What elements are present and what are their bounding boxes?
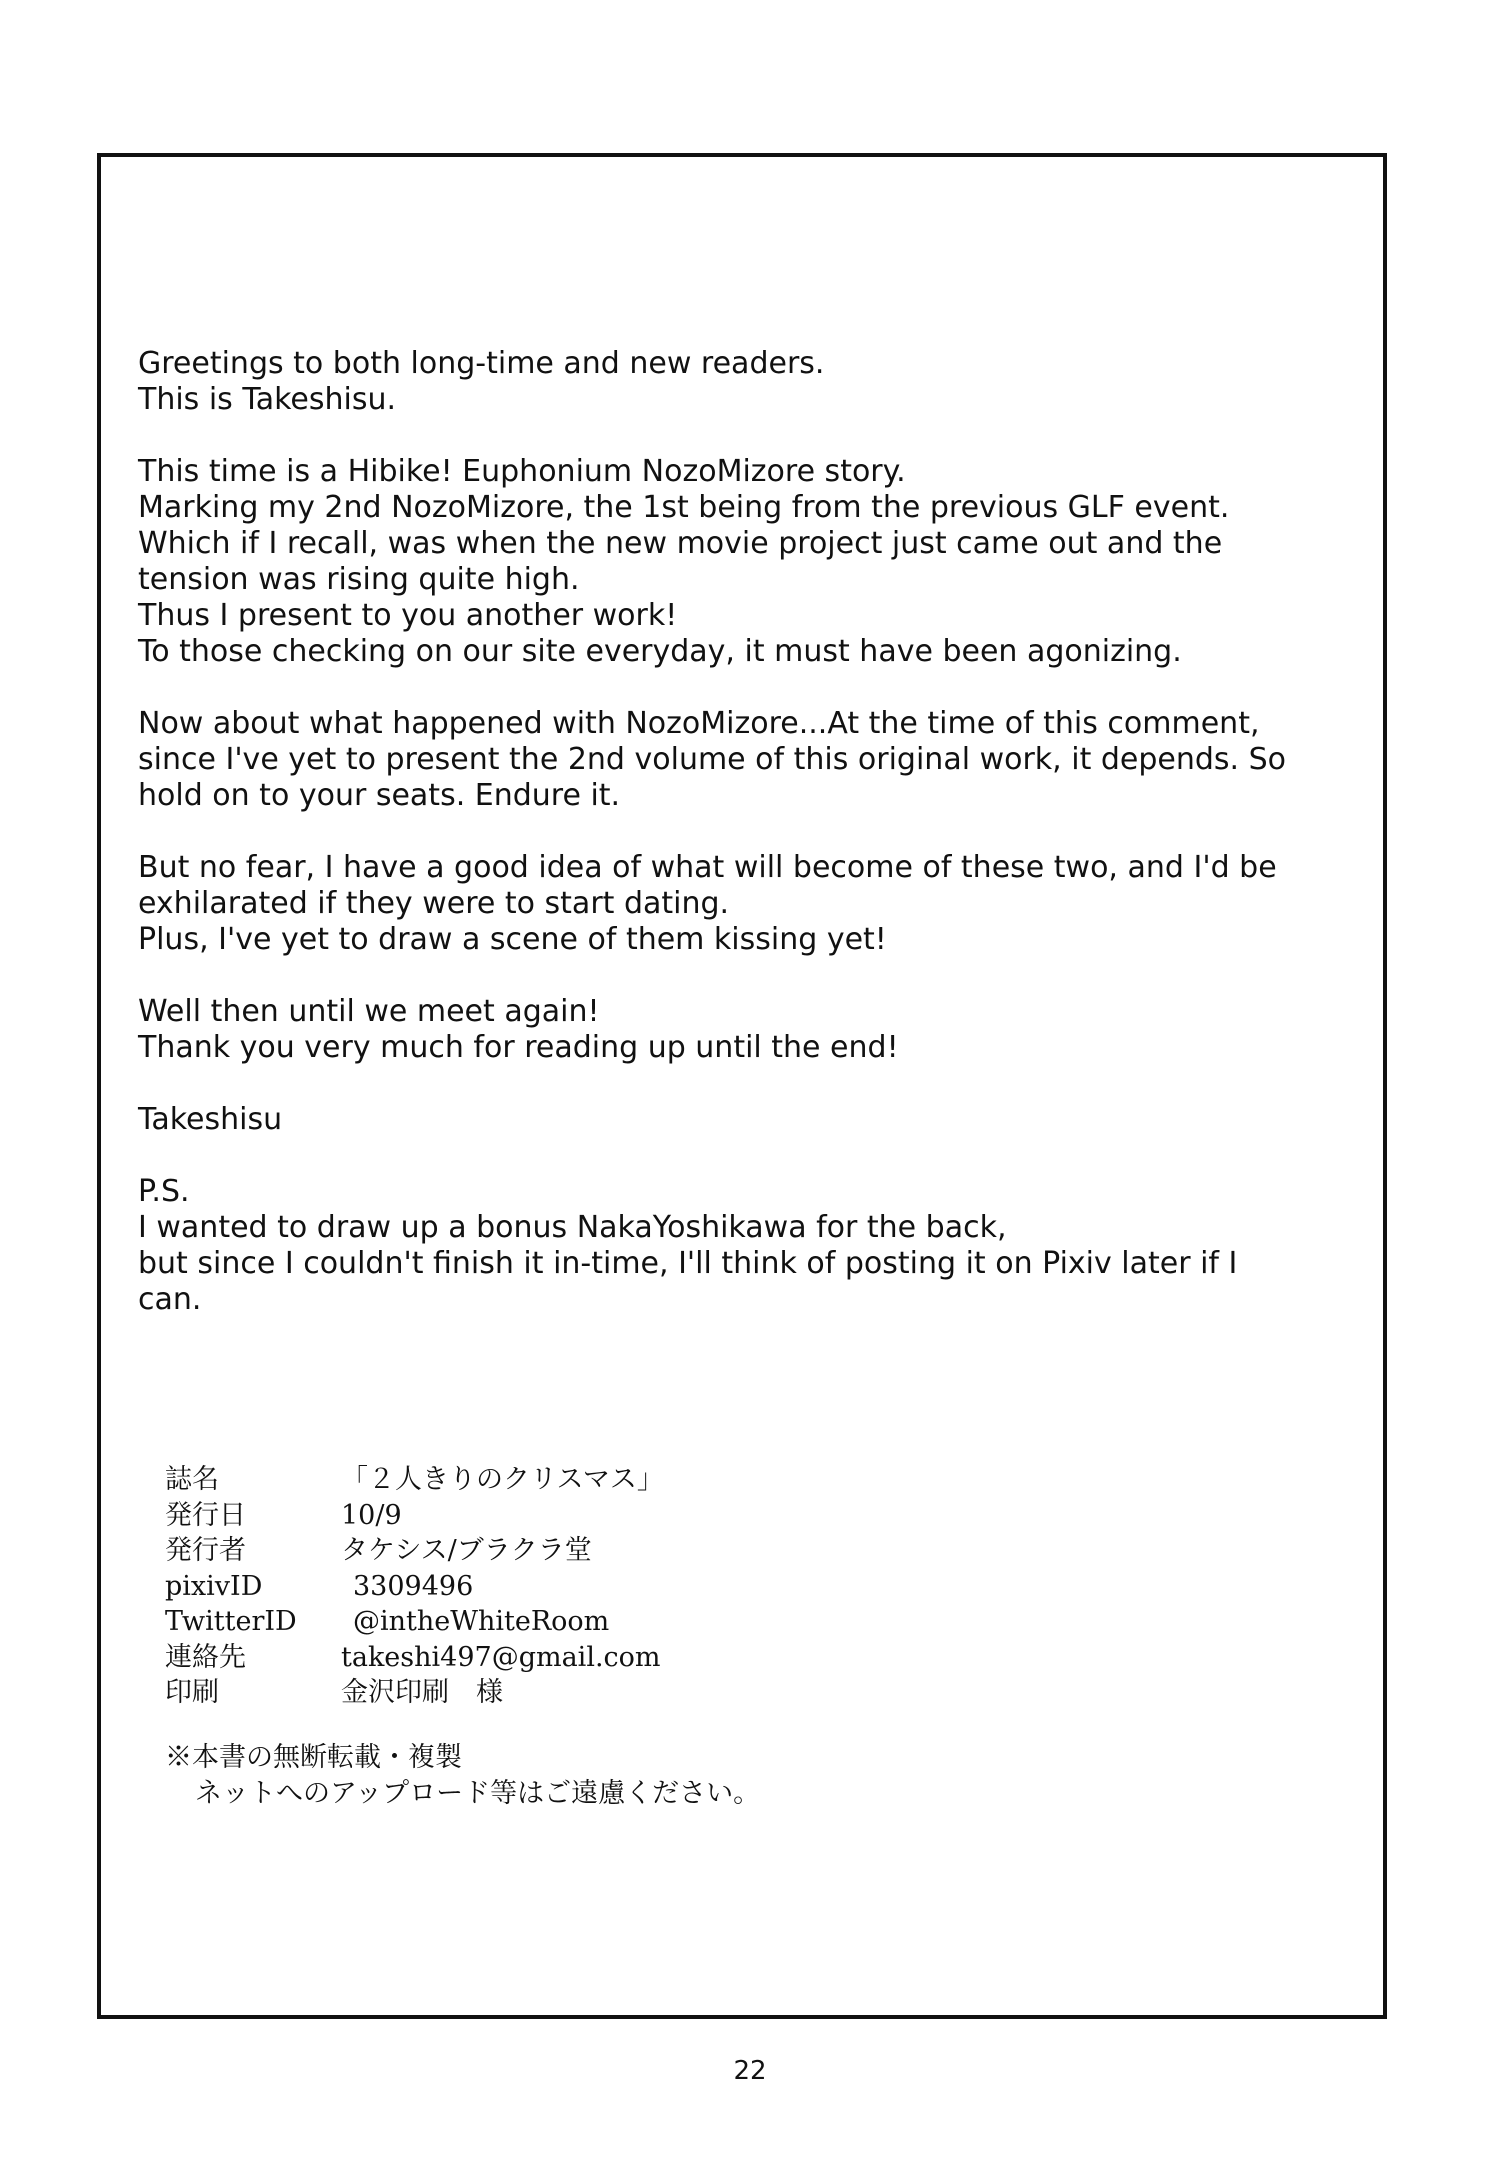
text-line: Marking my 2nd NozoMizore, the 1st being from the previous GLF event. [138, 490, 1230, 525]
afterword-paragraph [138, 346, 1348, 418]
colophon-row-title [165, 1462, 664, 1498]
colophon-label: 連絡先 [165, 1641, 246, 1673]
colophon-row-printer [165, 1675, 664, 1711]
text-line: I wanted to draw up a bonus NakaYoshikawa for the back, [138, 1210, 1007, 1245]
notice-line: ※本書の無断転載・複製 [165, 1742, 462, 1773]
text-line: This is Takeshisu. [138, 382, 397, 417]
text-line: Thus I present to you another work! [138, 598, 678, 633]
colophon-value: タケシス/ブラクラ堂 [341, 1535, 592, 1566]
afterword-postscript [138, 1174, 1348, 1318]
text-line: This time is a Hibike! Euphonium NozoMizore story. [138, 454, 906, 489]
text-line: but since I couldn't finish it in-time, I'll think of posting it on Pixiv later if I [138, 1246, 1238, 1281]
text-line: Greetings to both long-time and new readers. [138, 346, 825, 381]
colophon-label: 発行者 [165, 1535, 246, 1566]
colophon-row-pixiv [165, 1569, 664, 1605]
copyright-notice [165, 1740, 760, 1812]
text-line: P.S. [138, 1174, 190, 1209]
afterword-signature [138, 1102, 1348, 1138]
text-line: Now about what happened with NozoMizore...At the time of this comment, [138, 706, 1260, 741]
colophon-value: 金沢印刷 様 [341, 1677, 503, 1708]
colophon-label: TwitterID [165, 1606, 297, 1637]
text-line: Which if I recall, was when the new movie project just came out and the [138, 526, 1223, 561]
afterword-paragraph [138, 454, 1348, 670]
text-line: hold on to your seats. Endure it. [138, 778, 621, 813]
afterword-paragraph [138, 994, 1348, 1066]
text-line: since I've yet to present the 2nd volume of this original work, it depends. So [138, 742, 1287, 777]
colophon-table [165, 1462, 664, 1711]
colophon-label: 誌名 [165, 1464, 219, 1495]
colophon-value: 「２人きりのクリスマス」 [341, 1464, 664, 1495]
text-line: tension was rising quite high. [138, 562, 580, 597]
text-line: exhilarated if they were to start dating. [138, 886, 730, 921]
colophon-value: takeshi497@gmail.com [341, 1641, 661, 1673]
afterword-paragraph [138, 706, 1348, 814]
text-line: Thank you very much for reading up until the end! [138, 1030, 899, 1065]
colophon-row-contact [165, 1640, 664, 1676]
colophon-row-twitter [165, 1604, 664, 1640]
text-line: To those checking on our site everyday, it must have been agonizing. [138, 634, 1182, 669]
colophon-label: 印刷 [165, 1677, 219, 1708]
text-line: Plus, I've yet to draw a scene of them kissing yet! [138, 922, 887, 957]
afterword-paragraph [138, 850, 1348, 958]
text-line: Well then until we meet again! [138, 994, 600, 1029]
text-line: Takeshisu [138, 1102, 283, 1137]
colophon-value: 3309496 [353, 1570, 474, 1602]
colophon-label: 発行日 [165, 1499, 246, 1531]
text-line: But no fear, I have a good idea of what will become of these two, and I'd be [138, 850, 1277, 885]
colophon-row-publisher [165, 1533, 664, 1569]
colophon-row-date [165, 1498, 664, 1534]
afterword-text [138, 346, 1348, 1354]
colophon-value: @intheWhiteRoom [353, 1606, 610, 1637]
colophon-label: pixivID [165, 1570, 263, 1602]
colophon-value: 10/9 [341, 1499, 402, 1531]
notice-line: ネットへのアップロード等はご遠慮ください。 [195, 1778, 761, 1809]
page-number: 22 [733, 2056, 767, 2086]
text-line: can. [138, 1282, 202, 1317]
